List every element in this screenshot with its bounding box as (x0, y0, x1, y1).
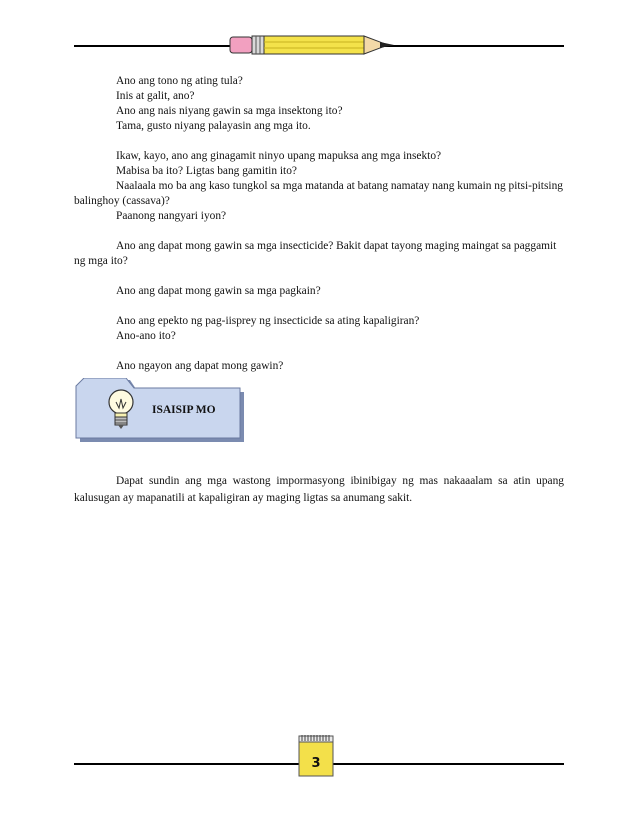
questions-block (74, 74, 564, 374)
question-line: Ano ang tono ng ating tula? (116, 75, 243, 87)
question-line: Naalaala mo ba ang kaso tungkol sa mga matanda at batang namatay nang kumain ng pitsi-pitsing balinghoy (cassava)? (74, 180, 563, 207)
question-line: Ano ngayon ang dapat mong gawin? (116, 360, 284, 372)
pencil-icon (228, 32, 408, 58)
answer-line: Tama, gusto niyang palayasin ang mga ito. (116, 120, 311, 132)
lightbulb-icon (106, 388, 136, 434)
closing-paragraph (74, 462, 564, 519)
section-title: ISAISIP MO (152, 404, 216, 416)
question-line: Ano ang dapat mong gawin sa mga insecticide? Bakit dapat tayong maging maingat sa paggamit ng mga ito? (74, 240, 557, 267)
question-line: Mabisa ba ito? Ligtas bang gamitin ito? (116, 165, 297, 177)
question-line: Paanong nangyari iyon? (116, 210, 227, 222)
page-number: 3 (311, 756, 321, 771)
question-line: Ano ang nais niyang gawin sa mga insektong ito? (116, 105, 343, 117)
closing-text: Dapat sundin ang mga wastong impormasyong ibinibigay ng mas nakaaalam sa atin upang kalusugan ay mapanatili at kapaligiran ay maging ligtas sa anumang sakit. (74, 475, 564, 505)
question-line: Ikaw, kayo, ano ang ginagamit ninyo upang mapuksa ang mga insekto? (116, 150, 442, 162)
question-line: Ano ang dapat mong gawin sa mga pagkain? (116, 285, 321, 297)
question-line: Ano-ano ito? (116, 330, 176, 342)
question-line: Ano ang epekto ng pag-iisprey ng insecticide sa ating kapaligiran? (116, 315, 420, 327)
answer-line: Inis at galit, ano? (116, 90, 195, 102)
